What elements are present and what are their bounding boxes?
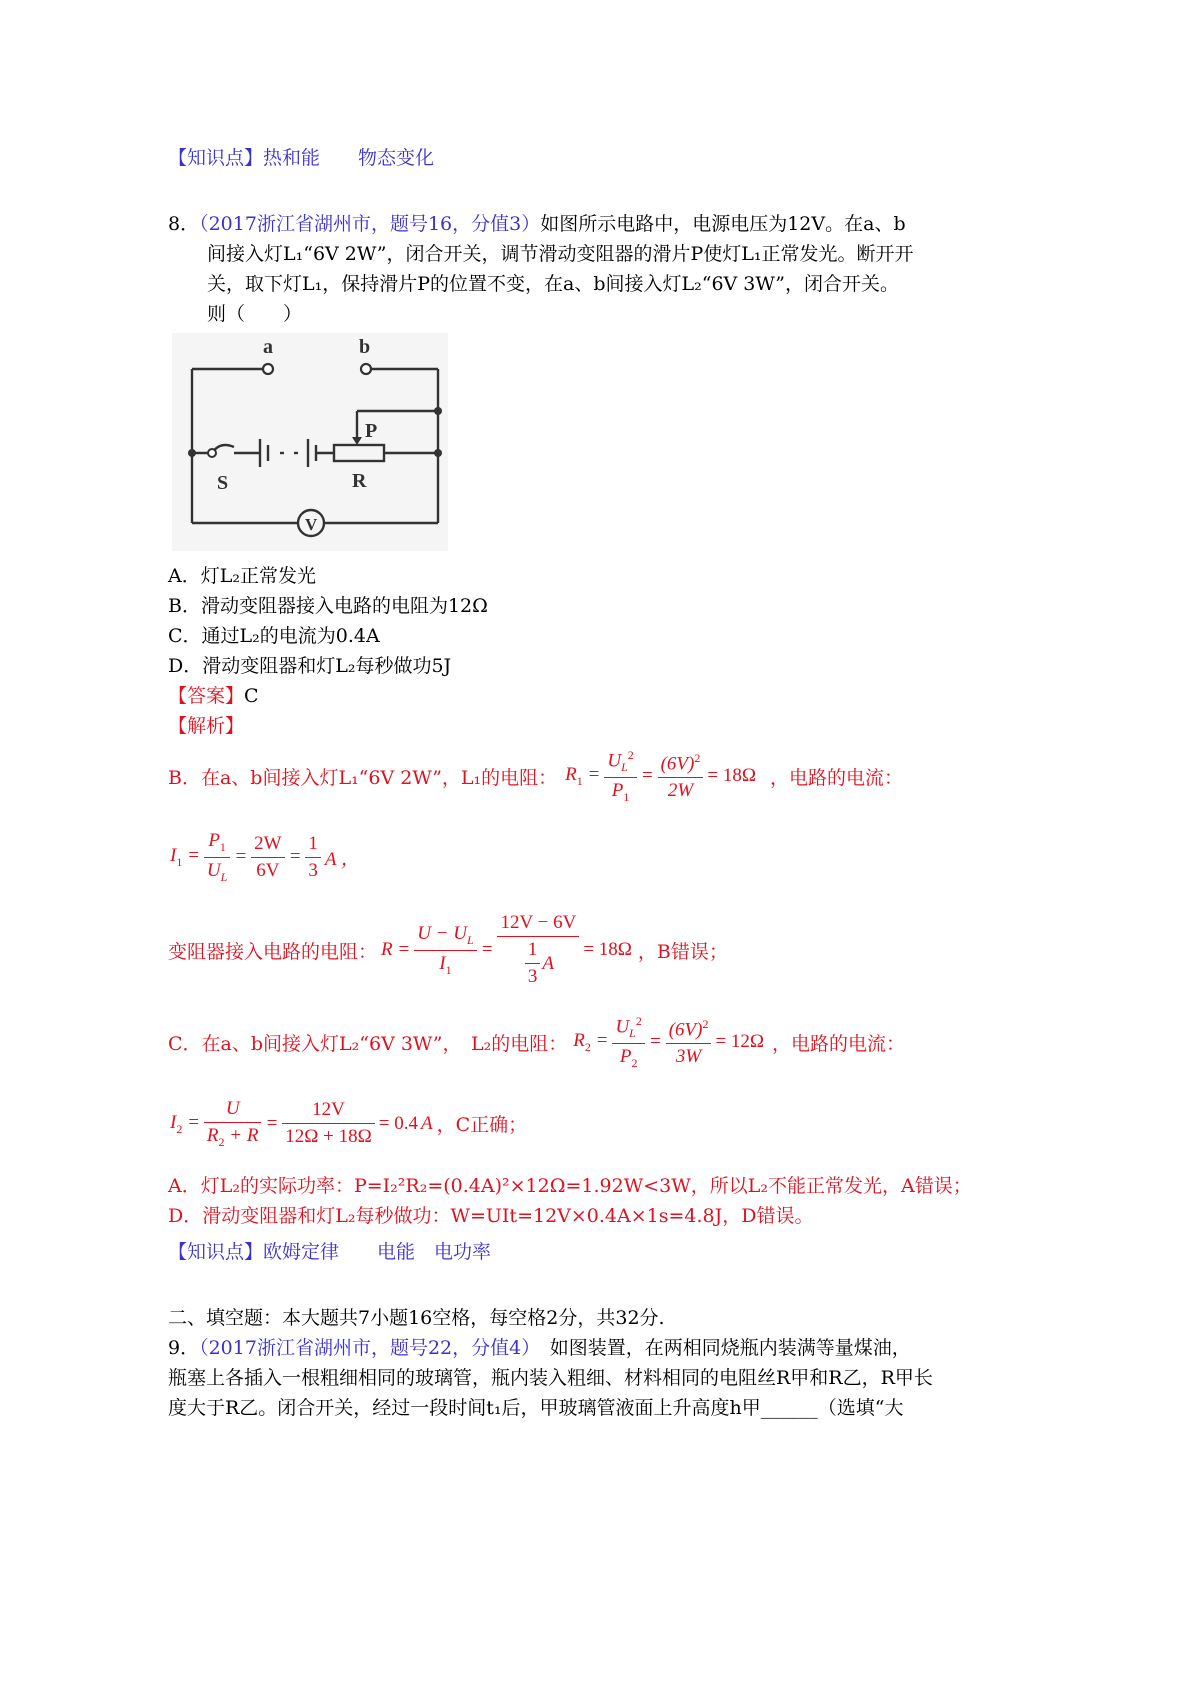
math-12v-minus-6v: 12V − 6V [497, 912, 579, 937]
analysis-i2-tail: ，C正确； [436, 1114, 528, 1137]
label-s: S [217, 472, 229, 494]
label-r: R [352, 470, 367, 492]
analysis-c-intro: C．在a、b间接入灯L₂“6V 3W”， L₂的电阻： [168, 1032, 568, 1055]
math-u-num: U [204, 1098, 262, 1123]
question-9-number: 9． [168, 1337, 200, 1359]
math-r2: R [573, 1030, 585, 1052]
section-2-title: 二、填空题：本大题共7小题16空格，每空格2分，共32分. [168, 1307, 665, 1329]
math-i2-unit: A [420, 1112, 433, 1134]
fraction-r-values [497, 912, 579, 988]
analysis-i2-line: $I_2$ = $\frac{U}{R_2 + R}$ = $\frac{12V}{12\Omega + 18\Omega}$ = 0.4 A ，C正确； [170, 1098, 528, 1149]
math-i1: I [170, 844, 177, 866]
question-9-line-1 [168, 1332, 911, 1365]
question-9-line-2: 瓶塞上各插入一根粗细相同的玻璃管，瓶内装入粗细、材料相同的电阻丝R甲和R乙，R甲长 [168, 1367, 933, 1389]
math-r1-result: = 18Ω [707, 765, 756, 787]
math-i1-unit: A ， [324, 848, 360, 870]
analysis-d-line: D．滑动变阻器和灯L₂每秒做功：W=UIt=12V×0.4A×1s=4.8J，D错误。 [168, 1205, 814, 1227]
math-3: 3 [308, 859, 318, 881]
question-8-line-2: 间接入灯L₁“6V 2W”，闭合开关，调节滑动变阻器的滑片P使灯L₁正常发光。断开开 [207, 243, 914, 265]
analysis-i1-line: $I_1$ = $\frac{P_1}{U_L}$ = $\frac{2W}{6V}$ = $\frac{1}{3}$ A ， [170, 830, 360, 884]
option-d: D．滑动变阻器和灯L₂每秒做功5J [168, 655, 452, 677]
math-r1: R [565, 764, 577, 786]
label-a: a [263, 336, 273, 358]
math-6v-b: (6V) [668, 1019, 703, 1041]
answer-value: C [244, 685, 259, 707]
fraction-r1-formula: $\frac{U_L^2}{P_1}$ [604, 748, 636, 805]
math-p: P [611, 780, 624, 802]
math-12-plus-18: 12Ω + 18Ω [285, 1126, 372, 1148]
math-i2-result: = 0.4 [378, 1112, 418, 1134]
fraction-one-third [305, 833, 321, 882]
math-p2: P [619, 1046, 632, 1068]
analysis-b-intro: B．在a、b间接入灯L₁“6V 2W”，L₁的电阻： [168, 766, 558, 789]
analysis-a-line: A．灯L₂的实际功率：P=I₂²R₂=(0.4A)²×12Ω=1.92W<3W，所以L₂不能正常发光，A错误； [168, 1175, 972, 1197]
math-1: 1 [305, 833, 321, 858]
analysis-b-line: B．在a、b间接入灯L₁“6V 2W”，L₁的电阻： $R_1$ = $\frac{U_L^2}{P_1}$ = $\frac{(6V)^2}{2W}$ = 18Ω ，电路的电流： [168, 748, 903, 804]
knowledge-point-top [168, 142, 434, 175]
knowledge-point-tag: 【知识点】 [168, 147, 264, 169]
question-9-text: 如图装置，在两相同烧瓶内装满等量煤油， [530, 1337, 911, 1359]
knowledge-point-items-2: 欧姆定律 电能 电功率 [263, 1241, 492, 1263]
analysis-r-intro: 变阻器接入电路的电阻： [168, 940, 378, 963]
math-1b: 1 [525, 939, 541, 964]
analysis-r-tail: ，B错误； [637, 940, 728, 963]
option-b: B．滑动变阻器接入电路的电阻为12Ω [168, 595, 488, 617]
math-2w: 2W [667, 780, 694, 802]
question-8-line-4: 则（ ） [207, 303, 303, 325]
math-a-unit: A [542, 952, 554, 974]
math-12v: 12V [282, 1099, 374, 1124]
analysis-r-line: 变阻器接入电路的电阻： R = $\frac{U - U_L}{I_1}$ = 12V − 6V $\frac{1}{3}$ A = 18Ω ，B错误； [168, 912, 728, 987]
knowledge-point-bottom [168, 1236, 491, 1269]
fraction-r2-values: $\frac{(6V)^2}{3W}$ [666, 1017, 712, 1068]
math-r-result: = 18Ω [583, 939, 632, 960]
question-8-line-1 [168, 208, 906, 241]
math-i2: I [170, 1111, 177, 1133]
knowledge-point-items: 热和能 物态变化 [263, 147, 435, 169]
math-6v: (6V) [660, 753, 695, 775]
question-text: 如图所示电路中，电源电压为12V。在a、b [540, 213, 906, 235]
label-b: b [359, 336, 371, 358]
question-9-line-3: 度大于R乙。闭合开关，经过一段时间t₁后，甲玻璃管液面上升高度h甲______（选填“大 [168, 1397, 904, 1419]
math-r: R [381, 939, 393, 960]
question-number: 8． [168, 213, 200, 235]
fraction-i1-formula: $\frac{P_1}{U_L}$ [204, 830, 230, 885]
question-8-line-3: 关，取下灯L₁，保持滑片P的位置不变，在a、b间接入灯L₂“6V 3W”，闭合开关。 [207, 273, 899, 295]
math-r2-den: R [206, 1125, 219, 1146]
math-p1: P [208, 830, 220, 851]
option-c: C．通过L₂的电流为0.4A [168, 625, 380, 647]
answer-line [168, 680, 259, 713]
math-3b: 3 [527, 966, 538, 987]
math-u: U [607, 750, 622, 772]
math-3w: 3W [675, 1046, 702, 1068]
math-u-minus-ul: U − U [417, 922, 467, 944]
fraction-i1-values [251, 833, 284, 882]
option-a: A．灯L₂正常发光 [168, 565, 316, 587]
math-2w-num: 2W [251, 833, 284, 858]
knowledge-point-tag-2: 【知识点】 [168, 1241, 264, 1263]
math-r2-result: = 12Ω [715, 1031, 765, 1053]
fraction-i2-values [282, 1099, 374, 1148]
question-9-source: （2017浙江省湖州市，题号22，分值4） [199, 1337, 531, 1359]
fraction-r2-formula: $\frac{U_L^2}{P_2}$ [612, 1014, 644, 1071]
analysis-c-line: C．在a、b间接入灯L₂“6V 3W”， L₂的电阻： $R_2$ = $\frac{U_L^2}{P_2}$ = $\frac{(6V)^2}{3W}$ = 12Ω ，电路的电流： [168, 1014, 906, 1070]
math-ul: U [206, 859, 221, 881]
circuit-diagram [172, 333, 448, 551]
question-source: （2017浙江省湖州市，题号16，分值3） [199, 213, 541, 235]
analysis-c-tail: ，电路的电流： [772, 1032, 906, 1055]
fraction-r1-values: $\frac{(6V)^2}{2W}$ [658, 751, 704, 802]
fraction-i2-formula: $\frac{U}{R_2 + R}$ [204, 1098, 262, 1150]
fraction-r-formula: $\frac{U - U_L}{I_1}$ [414, 923, 476, 978]
math-u2: U [615, 1016, 630, 1038]
label-p: P [365, 420, 378, 442]
analysis-b-tail: ，电路的电流： [769, 766, 903, 789]
voltmeter-label: V [305, 515, 318, 534]
math-6v-den: 6V [256, 859, 280, 881]
math-i1-den: I [439, 952, 446, 974]
analysis-tag: 【解析】 [168, 715, 245, 737]
answer-tag: 【答案】 [168, 685, 245, 707]
